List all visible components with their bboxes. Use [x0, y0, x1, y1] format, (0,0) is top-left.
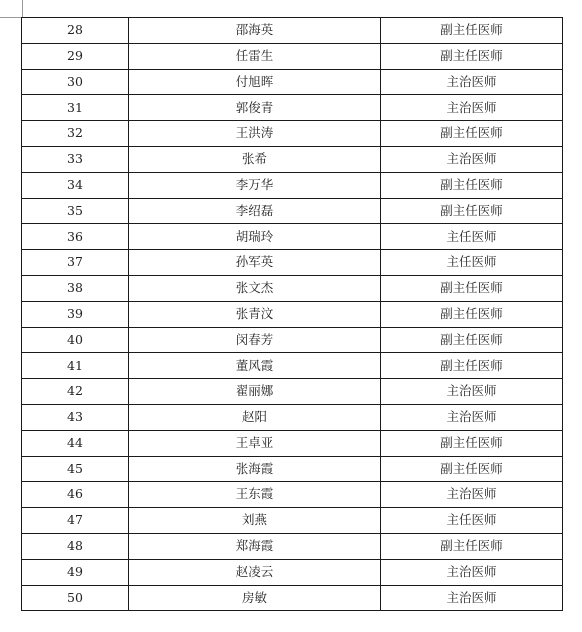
row-number-cell: 39: [22, 301, 129, 327]
row-number-cell: 33: [22, 146, 129, 172]
doctor-name-cell: 张青汶: [129, 301, 381, 327]
doctor-name-cell: 郭俊青: [129, 95, 381, 121]
doctor-title-cell: 副主任医师: [381, 275, 563, 301]
doctor-name-cell: 赵阳: [129, 404, 381, 430]
table-row: [22, 508, 563, 534]
doctor-title-cell: 主治医师: [381, 379, 563, 405]
doctor-title-cell: 副主任医师: [381, 18, 563, 44]
row-number-cell: 37: [22, 250, 129, 276]
doctor-title-cell: 主治医师: [381, 95, 563, 121]
table-row: [22, 18, 563, 44]
row-number-cell: 36: [22, 224, 129, 250]
doctor-title-cell: 主任医师: [381, 224, 563, 250]
table-row: [22, 275, 563, 301]
doctor-title-cell: 副主任医师: [381, 172, 563, 198]
row-number-cell: 44: [22, 430, 129, 456]
table-row: [22, 456, 563, 482]
doctor-name-cell: 翟丽娜: [129, 379, 381, 405]
row-number-cell: 38: [22, 275, 129, 301]
table-row: [22, 198, 563, 224]
row-number-cell: 49: [22, 559, 129, 585]
doctor-name-cell: 付旭晖: [129, 69, 381, 95]
doctor-title-cell: 副主任医师: [381, 198, 563, 224]
row-number-cell: 32: [22, 121, 129, 147]
doctor-title-cell: 主任医师: [381, 250, 563, 276]
doctor-title-cell: 主治医师: [381, 146, 563, 172]
table-row: [22, 43, 563, 69]
doctor-name-cell: 李万华: [129, 172, 381, 198]
table-row: [22, 224, 563, 250]
table-row: [22, 69, 563, 95]
table-row: [22, 172, 563, 198]
table-row: [22, 430, 563, 456]
table-row: [22, 482, 563, 508]
row-number-cell: 47: [22, 508, 129, 534]
row-number-cell: 40: [22, 327, 129, 353]
doctor-name-cell: 邵海英: [129, 18, 381, 44]
doctor-title-cell: 主治医师: [381, 404, 563, 430]
doctor-table: [21, 17, 563, 611]
row-number-cell: 28: [22, 18, 129, 44]
doctor-name-cell: 赵凌云: [129, 559, 381, 585]
doctor-name-cell: 王洪涛: [129, 121, 381, 147]
table-row: [22, 327, 563, 353]
table-row: [22, 146, 563, 172]
doctor-title-cell: 副主任医师: [381, 121, 563, 147]
doctor-title-cell: 主治医师: [381, 585, 563, 611]
table-row: [22, 353, 563, 379]
doctor-title-cell: 主治医师: [381, 69, 563, 95]
doctor-title-cell: 副主任医师: [381, 43, 563, 69]
row-number-cell: 46: [22, 482, 129, 508]
doctor-title-cell: 主治医师: [381, 482, 563, 508]
table-body: [22, 18, 563, 611]
doctor-title-cell: 主治医师: [381, 559, 563, 585]
row-number-cell: 50: [22, 585, 129, 611]
row-number-cell: 42: [22, 379, 129, 405]
row-number-cell: 45: [22, 456, 129, 482]
table-row: [22, 121, 563, 147]
row-number-cell: 41: [22, 353, 129, 379]
doctor-name-cell: 刘燕: [129, 508, 381, 534]
doctor-name-cell: 王东霞: [129, 482, 381, 508]
table-row: [22, 95, 563, 121]
row-number-cell: 31: [22, 95, 129, 121]
doctor-title-cell: 副主任医师: [381, 301, 563, 327]
table-row: [22, 585, 563, 611]
doctor-name-cell: 张海霞: [129, 456, 381, 482]
row-number-cell: 43: [22, 404, 129, 430]
doctor-name-cell: 王卓亚: [129, 430, 381, 456]
table-row: [22, 404, 563, 430]
row-number-cell: 30: [22, 69, 129, 95]
doctor-name-cell: 孙军英: [129, 250, 381, 276]
doctor-title-cell: 副主任医师: [381, 430, 563, 456]
table-row: [22, 533, 563, 559]
doctor-name-cell: 房敏: [129, 585, 381, 611]
doctor-name-cell: 胡瑞玲: [129, 224, 381, 250]
doctor-title-cell: 主任医师: [381, 508, 563, 534]
doctor-name-cell: 郑海霞: [129, 533, 381, 559]
doctor-name-cell: 任雷生: [129, 43, 381, 69]
doctor-title-cell: 副主任医师: [381, 353, 563, 379]
doctor-name-cell: 李绍磊: [129, 198, 381, 224]
table-row: [22, 559, 563, 585]
doctor-name-cell: 董风霞: [129, 353, 381, 379]
row-number-cell: 35: [22, 198, 129, 224]
row-number-cell: 48: [22, 533, 129, 559]
doctor-name-cell: 闵春芳: [129, 327, 381, 353]
page-corner-mark: [0, 0, 23, 18]
row-number-cell: 29: [22, 43, 129, 69]
table-row: [22, 301, 563, 327]
row-number-cell: 34: [22, 172, 129, 198]
doctor-name-cell: 张希: [129, 146, 381, 172]
table-row: [22, 379, 563, 405]
doctor-title-cell: 副主任医师: [381, 533, 563, 559]
table-row: [22, 250, 563, 276]
doctor-title-cell: 副主任医师: [381, 327, 563, 353]
doctor-name-cell: 张文杰: [129, 275, 381, 301]
doctor-title-cell: 副主任医师: [381, 456, 563, 482]
